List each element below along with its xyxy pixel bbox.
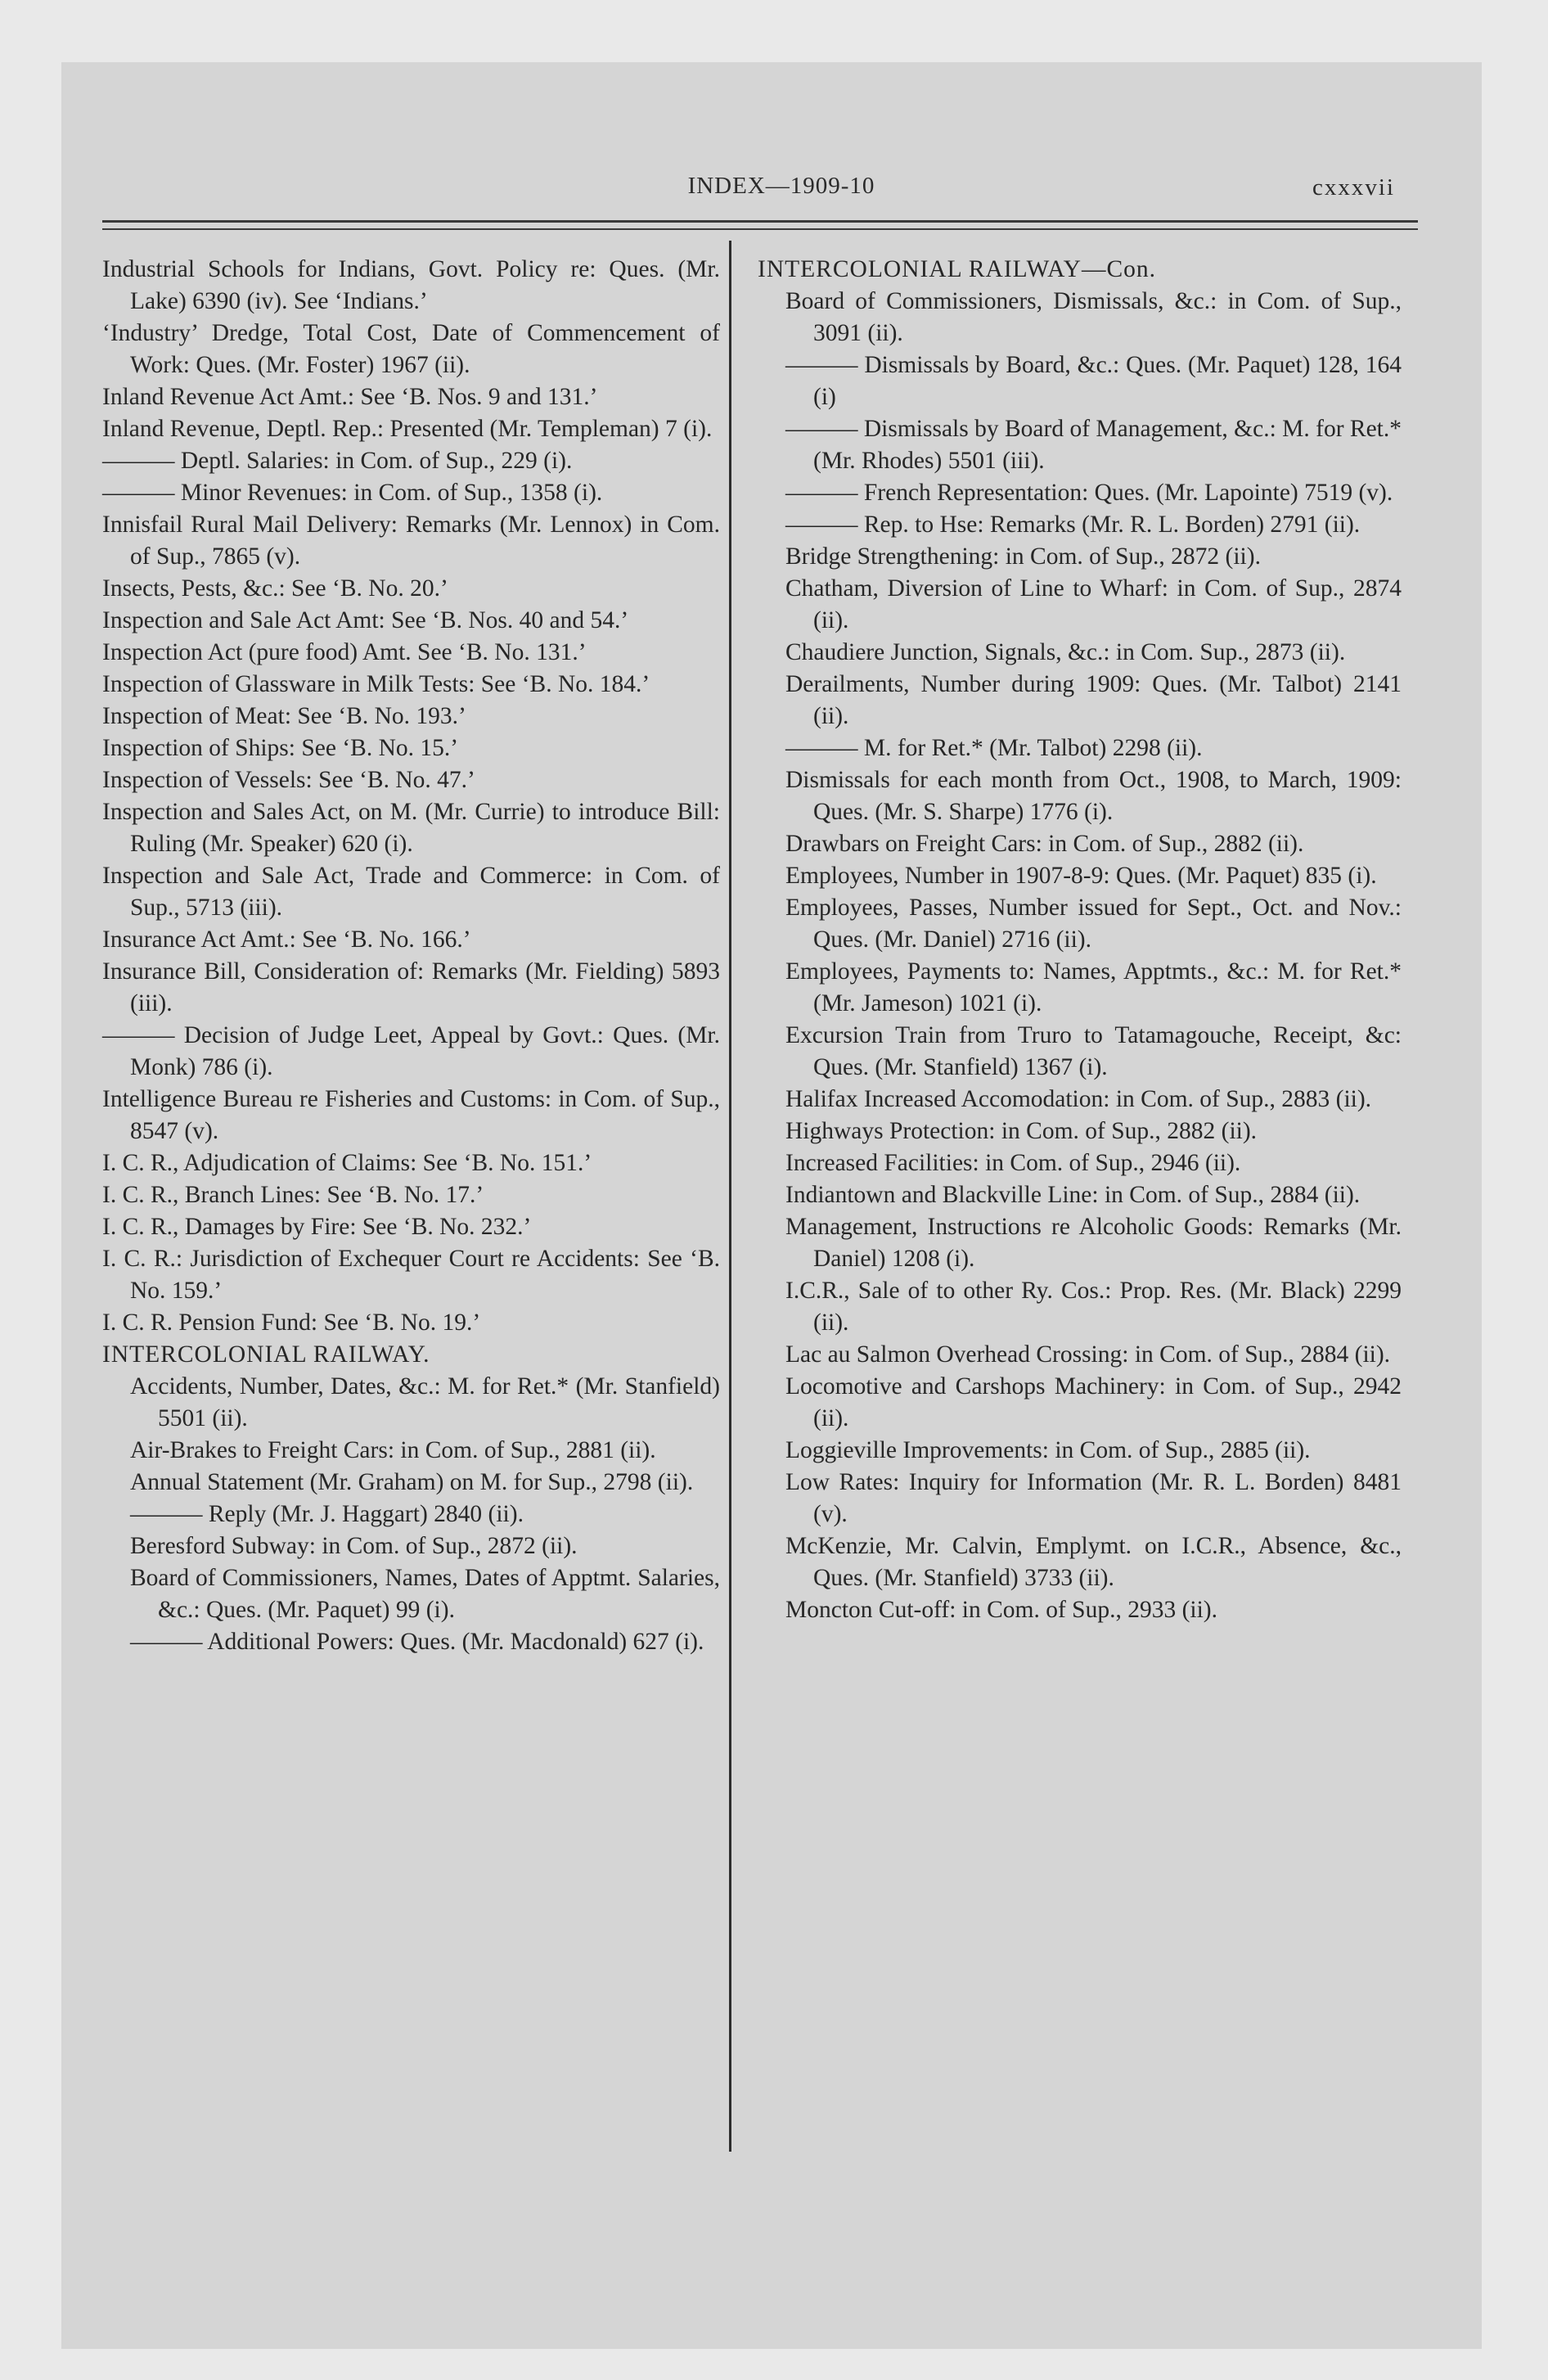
index-entry: Increased Facilities: in Com. of Sup., 2946 (ii). <box>785 1150 1241 1176</box>
index-entry: Inspection of Vessels: See ‘B. No. 47.’ <box>102 767 475 793</box>
index-entry: Employees, Number in 1907-8-9: Ques. (Mr. Paquet) 835 (i). <box>785 863 1377 889</box>
index-entry: Derailments, Number during 1909: Ques. (Mr. Talbot) 2141 (ii). <box>785 671 1402 729</box>
index-entry: Highways Protection: in Com. of Sup., 2882 (ii). <box>785 1118 1258 1144</box>
index-entry: ——— Decision of Judge Leet, Appeal by Govt.: Ques. (Mr. Monk) 786 (i). <box>102 1022 720 1080</box>
index-entry: Insects, Pests, &c.: See ‘B. No. 20.’ <box>102 575 448 602</box>
index-entry: Inspection and Sales Act, on M. (Mr. Currie) to introduce Bill: Ruling (Mr. Speaker) 620 (i). <box>102 799 720 857</box>
page-number: cxxxvii <box>1312 174 1395 201</box>
index-entry: ——— M. for Ret.* (Mr. Talbot) 2298 (ii). <box>785 735 1203 761</box>
index-entry: McKenzie, Mr. Calvin, Emplymt. on I.C.R., Absence, &c., Ques. (Mr. Stanfield) 3733 (ii). <box>785 1533 1402 1591</box>
index-entry: Employees, Payments to: Names, Apptmts., &c.: M. for Ret.* (Mr. Jameson) 1021 (i). <box>785 958 1402 1016</box>
index-entry: ——— Minor Revenues: in Com. of Sup., 1358 (i). <box>102 480 603 506</box>
index-entry: Dismissals for each month from Oct., 1908, to March, 1909: Ques. (Mr. S. Sharpe) 1776 (i). <box>785 767 1402 825</box>
page-header <box>61 173 1482 222</box>
index-entry: Bridge Strengthening: in Com. of Sup., 2872 (ii). <box>785 543 1261 570</box>
index-entry: ——— Deptl. Salaries: in Com. of Sup., 229 (i). <box>102 448 573 474</box>
index-entry: I. C. R., Branch Lines: See ‘B. No. 17.’ <box>102 1182 484 1208</box>
index-entry: ——— Additional Powers: Ques. (Mr. Macdonald) 627 (i). <box>130 1629 704 1655</box>
index-entry: Inspection and Sale Act, Trade and Commerce: in Com. of Sup., 5713 (iii). <box>102 863 720 921</box>
index-entry: Insurance Act Amt.: See ‘B. No. 166.’ <box>102 926 471 953</box>
index-page <box>61 62 1482 2349</box>
header-rule <box>102 220 1418 223</box>
index-entry: Lac au Salmon Overhead Crossing: in Com. of Sup., 2884 (ii). <box>785 1341 1391 1368</box>
index-entry: Air-Brakes to Freight Cars: in Com. of Sup., 2881 (ii). <box>130 1437 656 1463</box>
index-entry: Inspection of Glassware in Milk Tests: See ‘B. No. 184.’ <box>102 671 650 697</box>
index-entry: Innisfail Rural Mail Delivery: Remarks (Mr. Lennox) in Com. of Sup., 7865 (v). <box>102 512 720 570</box>
index-entry: Beresford Subway: in Com. of Sup., 2872 (ii). <box>130 1533 578 1559</box>
index-entry: Low Rates: Inquiry for Information (Mr. R. L. Borden) 8481 (v). <box>785 1469 1402 1527</box>
index-entry: Chatham, Diversion of Line to Wharf: in Com. of Sup., 2874 (ii). <box>785 575 1402 633</box>
index-entry: ——— Dismissals by Board of Management, &c.: M. for Ret.* (Mr. Rhodes) 5501 (iii). <box>785 416 1402 474</box>
running-title: INDEX—1909-10 <box>687 173 875 199</box>
index-entry: I. C. R., Damages by Fire: See ‘B. No. 232.’ <box>102 1214 532 1240</box>
index-entry: Inspection of Meat: See ‘B. No. 193.’ <box>102 703 466 729</box>
index-entry: I. C. R. Pension Fund: See ‘B. No. 19.’ <box>102 1309 481 1336</box>
index-entry: ——— French Representation: Ques. (Mr. Lapointe) 7519 (v). <box>785 480 1393 506</box>
index-entry: ——— Dismissals by Board, &c.: Ques. (Mr. Paquet) 128, 164 (i) <box>785 352 1402 410</box>
index-entry: Moncton Cut-off: in Com. of Sup., 2933 (ii). <box>785 1597 1217 1623</box>
index-entry: Inspection Act (pure food) Amt. See ‘B. No. 131.’ <box>102 639 587 665</box>
index-entry: I. C. R.: Jurisdiction of Exchequer Court re Accidents: See ‘B. No. 159.’ <box>102 1246 720 1304</box>
index-entry: I.C.R., Sale of to other Ry. Cos.: Prop. Res. (Mr. Black) 2299 (ii). <box>785 1278 1402 1336</box>
index-entry: ——— Reply (Mr. J. Haggart) 2840 (ii). <box>130 1501 524 1527</box>
header-rule <box>102 228 1418 230</box>
right-column <box>758 254 1402 1626</box>
index-entry: Industrial Schools for Indians, Govt. Policy re: Ques. (Mr. Lake) 6390 (iv). See ‘Indians.’ <box>102 256 720 314</box>
index-entry: Management, Instructions re Alcoholic Goods: Remarks (Mr. Daniel) 1208 (i). <box>785 1214 1402 1272</box>
index-entry: Annual Statement (Mr. Graham) on M. for Sup., 2798 (ii). <box>130 1469 694 1495</box>
index-entry: Inspection of Ships: See ‘B. No. 15.’ <box>102 735 459 761</box>
section-heading: INTERCOLONIAL RAILWAY. <box>102 1341 430 1368</box>
index-entry: Inland Revenue, Deptl. Rep.: Presented (Mr. Templeman) 7 (i). <box>102 416 713 442</box>
index-entry: Insurance Bill, Consideration of: Remarks (Mr. Fielding) 5893 (iii). <box>102 958 720 1016</box>
index-entry: Excursion Train from Truro to Tatamagouche, Receipt, &c: Ques. (Mr. Stanfield) 1367 (i). <box>785 1022 1402 1080</box>
index-entry: Employees, Passes, Number issued for Sept., Oct. and Nov.: Ques. (Mr. Daniel) 2716 (ii). <box>785 895 1402 953</box>
section-heading: INTERCOLONIAL RAILWAY—Con. <box>758 256 1157 282</box>
index-entry: ‘Industry’ Dredge, Total Cost, Date of Commencement of Work: Ques. (Mr. Foster) 1967 (ii). <box>102 320 720 378</box>
index-entry: Inland Revenue Act Amt.: See ‘B. Nos. 9 and 131.’ <box>102 384 598 410</box>
index-entry: Chaudiere Junction, Signals, &c.: in Com. Sup., 2873 (ii). <box>785 639 1346 665</box>
index-entry: Intelligence Bureau re Fisheries and Customs: in Com. of Sup., 8547 (v). <box>102 1086 720 1144</box>
index-entry: Inspection and Sale Act Amt: See ‘B. Nos. 40 and 54.’ <box>102 607 629 633</box>
index-entry: Board of Commissioners, Dismissals, &c.: in Com. of Sup., 3091 (ii). <box>785 288 1402 346</box>
index-entry: Accidents, Number, Dates, &c.: M. for Ret.* (Mr. Stanfield) 5501 (ii). <box>130 1373 720 1431</box>
index-entry: ——— Rep. to Hse: Remarks (Mr. R. L. Borden) 2791 (ii). <box>785 512 1361 538</box>
index-entry: Drawbars on Freight Cars: in Com. of Sup., 2882 (ii). <box>785 831 1304 857</box>
index-entry: Board of Commissioners, Names, Dates of Apptmt. Salaries, &c.: Ques. (Mr. Paquet) 99 (i). <box>130 1565 720 1623</box>
index-entry: Indiantown and Blackville Line: in Com. of Sup., 2884 (ii). <box>785 1182 1361 1208</box>
index-entry: I. C. R., Adjudication of Claims: See ‘B. No. 151.’ <box>102 1150 592 1176</box>
column-divider <box>729 241 731 2152</box>
index-entry: Locomotive and Carshops Machinery: in Com. of Sup., 2942 (ii). <box>785 1373 1402 1431</box>
index-entry: Halifax Increased Accomodation: in Com. of Sup., 2883 (ii). <box>785 1086 1372 1112</box>
index-entry: Loggieville Improvements: in Com. of Sup., 2885 (ii). <box>785 1437 1311 1463</box>
left-column <box>102 254 720 1658</box>
